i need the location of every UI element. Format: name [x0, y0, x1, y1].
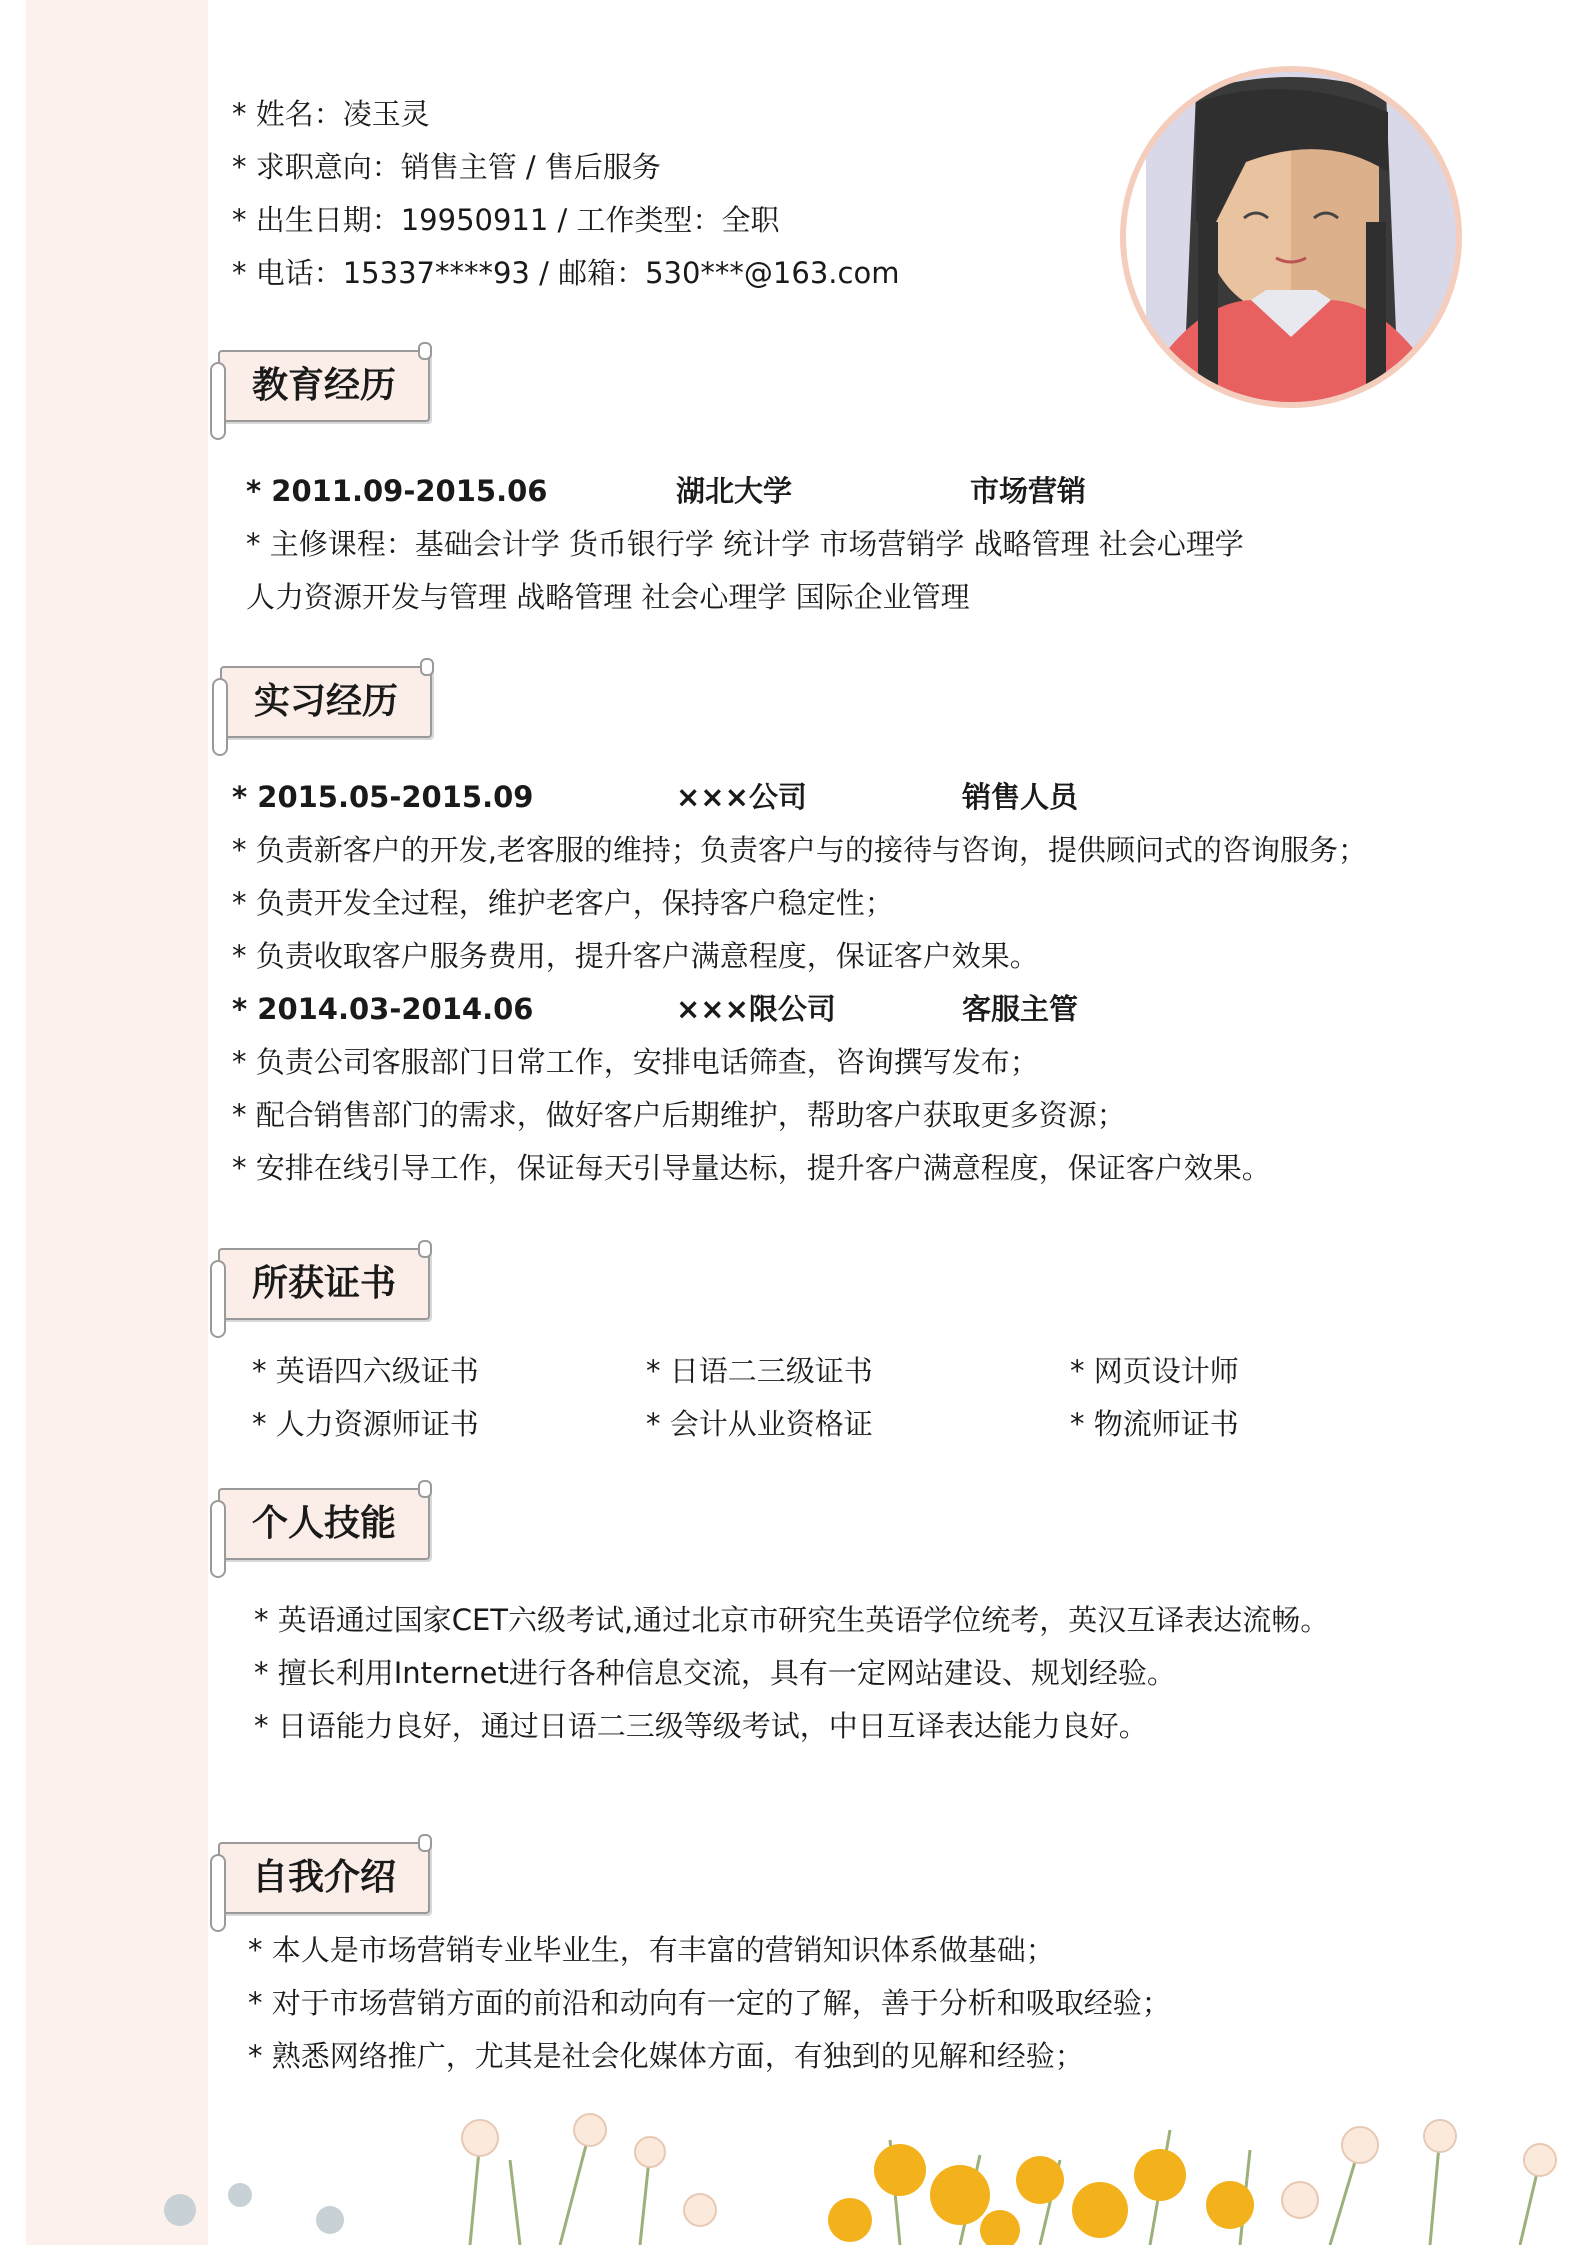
profile-birth: * 出生日期：19950911 / 工作类型：全职	[232, 203, 780, 237]
certificate-item: * 人力资源师证书	[252, 1407, 479, 1441]
skill-item: * 日语能力良好，通过日语二三级等级考试，中日互译表达能力良好。	[254, 1709, 1148, 1743]
internship-title: 实习经历	[253, 681, 398, 722]
education-courses-line1: * 主修课程：基础会计学 货币银行学 统计学 市场营销学 战略管理 社会心理学	[246, 527, 1244, 561]
self-intro-item: * 熟悉网络推广，尤其是社会化媒体方面，有独到的见解和经验；	[248, 2039, 1084, 2073]
job1-period: * 2015.05-2015.09	[232, 780, 534, 814]
skill-item: * 擅长利用Internet进行各种信息交流，具有一定网站建设、规划经验。	[254, 1656, 1176, 1690]
job1-role: 销售人员	[962, 780, 1079, 814]
section-heading-internship	[220, 666, 432, 738]
flower-decoration	[0, 2100, 1587, 2245]
profile-contact: * 电话：15337****93 / 邮箱：530***@163.com	[232, 256, 900, 290]
profile-intent: * 求职意向：销售主管 / 售后服务	[232, 150, 661, 184]
job2-item: * 安排在线引导工作，保证每天引导量达标，提升客户满意程度，保证客户效果。	[232, 1151, 1271, 1185]
job2-period: * 2014.03-2014.06	[232, 992, 534, 1026]
section-heading-certificates	[218, 1248, 430, 1320]
job2-item: * 配合销售部门的需求，做好客户后期维护，帮助客户获取更多资源；	[232, 1098, 1126, 1132]
certificates-title: 所获证书	[251, 1263, 396, 1304]
education-title: 教育经历	[251, 365, 396, 406]
self-intro-item: * 本人是市场营销专业毕业生，有丰富的营销知识体系做基础；	[248, 1933, 1055, 1967]
certificate-item: * 网页设计师	[1070, 1354, 1239, 1388]
education-school: 湖北大学	[676, 474, 793, 508]
certificate-item: * 日语二三级证书	[646, 1354, 873, 1388]
education-major: 市场营销	[970, 474, 1087, 508]
self-intro-title: 自我介绍	[251, 1857, 396, 1898]
self-intro-item: * 对于市场营销方面的前沿和动向有一定的了解，善于分析和吸取经验；	[248, 1986, 1171, 2020]
certificate-item: * 物流师证书	[1070, 1407, 1239, 1441]
section-heading-skills	[218, 1488, 430, 1560]
profile-name: * 姓名：凌玉灵	[232, 97, 430, 131]
job1-item: * 负责收取客户服务费用，提升客户满意程度，保证客户效果。	[232, 939, 1039, 973]
job1-item: * 负责开发全过程，维护老客户，保持客户稳定性；	[232, 886, 894, 920]
section-heading-education	[218, 350, 430, 422]
left-decorative-band	[26, 0, 208, 2245]
avatar-illustration	[1126, 72, 1456, 402]
avatar	[1120, 66, 1462, 408]
skills-title: 个人技能	[251, 1503, 396, 1544]
section-heading-self-intro	[218, 1842, 430, 1914]
job1-item: * 负责新客户的开发,老客服的维持；负责客户与的接待与咨询，提供顾问式的咨询服务；	[232, 833, 1367, 867]
job2-item: * 负责公司客服部门日常工作，安排电话筛查，咨询撰写发布；	[232, 1045, 1039, 1079]
skill-item: * 英语通过国家CET六级考试,通过北京市研究生英语学位统考，英汉互译表达流畅。	[254, 1603, 1330, 1637]
job1-company: ×××公司	[676, 780, 807, 814]
job2-company: ×××限公司	[676, 992, 836, 1026]
certificate-item: * 英语四六级证书	[252, 1354, 479, 1388]
education-courses-line2: 人力资源开发与管理 战略管理 社会心理学 国际企业管理	[246, 580, 970, 614]
certificate-item: * 会计从业资格证	[646, 1407, 873, 1441]
job2-role: 客服主管	[962, 992, 1079, 1026]
education-period: * 2011.09-2015.06	[246, 474, 548, 508]
